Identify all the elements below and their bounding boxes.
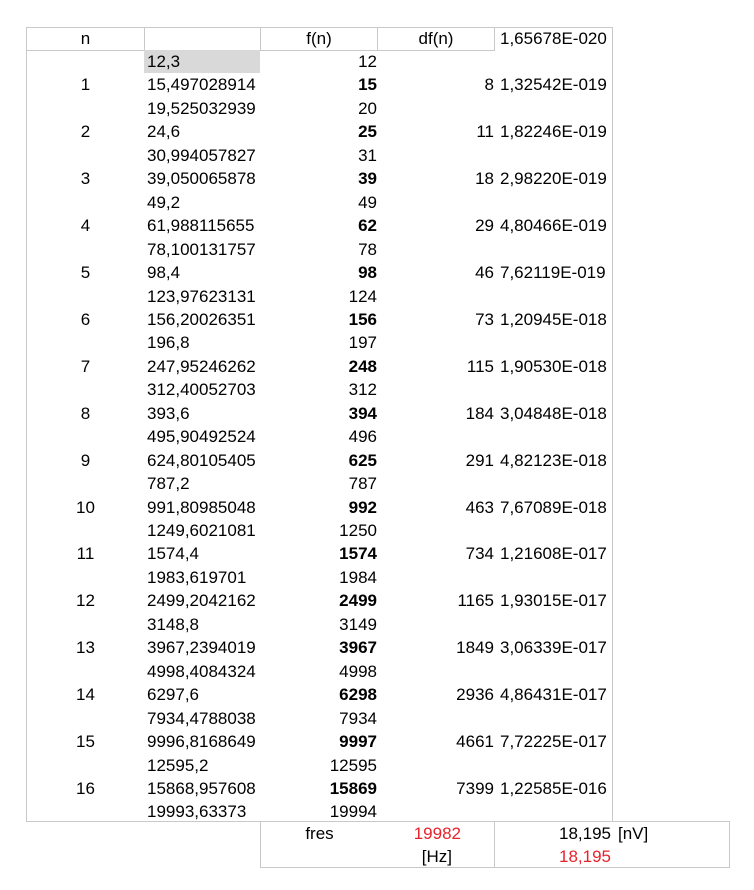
row-value[interactable]: 15,497028914 bbox=[147, 75, 256, 94]
row-energy[interactable] bbox=[500, 707, 612, 730]
row-dfn[interactable] bbox=[380, 707, 494, 730]
row-dfn[interactable] bbox=[380, 472, 494, 495]
row-value[interactable]: 6297,6 bbox=[147, 685, 199, 704]
row-value[interactable]: 1574,4 bbox=[147, 544, 199, 563]
row-energy[interactable]: 4,80466E-019 bbox=[500, 216, 607, 235]
row-fn[interactable]: 3967 bbox=[339, 638, 377, 657]
row-value[interactable]: 39,050065878 bbox=[147, 169, 256, 188]
row-value[interactable]: 30,994057827 bbox=[147, 146, 256, 165]
row-dfn[interactable] bbox=[380, 285, 494, 308]
row-dfn[interactable] bbox=[380, 50, 494, 73]
row-value[interactable]: 495,90492524 bbox=[147, 427, 256, 446]
row-n[interactable]: 5 bbox=[80, 263, 91, 282]
row-n[interactable]: 1 bbox=[80, 75, 91, 94]
row-energy[interactable] bbox=[500, 800, 612, 823]
row-dfn[interactable]: 8 bbox=[484, 75, 494, 94]
row-fn[interactable]: 15 bbox=[358, 75, 377, 94]
row-dfn[interactable]: 115 bbox=[466, 357, 494, 376]
row-energy[interactable] bbox=[500, 331, 612, 354]
row-dfn[interactable] bbox=[380, 519, 494, 542]
row-dfn[interactable] bbox=[380, 331, 494, 354]
row-energy[interactable]: 2,98220E-019 bbox=[500, 169, 607, 188]
row-n[interactable]: 3 bbox=[80, 169, 91, 188]
grid-line bbox=[729, 821, 730, 868]
row-dfn[interactable] bbox=[380, 97, 494, 120]
row-fn[interactable]: 312 bbox=[348, 380, 377, 399]
header-fn[interactable]: f(n) bbox=[306, 29, 332, 48]
row-energy[interactable] bbox=[500, 472, 612, 495]
row-fn[interactable]: 12 bbox=[358, 52, 377, 71]
grid-line bbox=[612, 27, 613, 822]
row-energy[interactable] bbox=[500, 144, 612, 167]
row-dfn[interactable] bbox=[380, 754, 494, 777]
row-energy[interactable]: 1,20945E-018 bbox=[500, 310, 607, 329]
row-dfn[interactable]: 184 bbox=[465, 404, 494, 423]
row-dfn[interactable]: 1849 bbox=[456, 638, 494, 657]
row-energy[interactable]: 1,90530E-018 bbox=[500, 357, 607, 376]
row-n[interactable]: 9 bbox=[80, 451, 91, 470]
row-fn[interactable]: 3149 bbox=[339, 615, 377, 634]
row-n[interactable] bbox=[27, 754, 144, 777]
row-fn[interactable]: 20 bbox=[358, 99, 377, 118]
row-dfn[interactable]: 29 bbox=[475, 216, 494, 235]
row-fn[interactable]: 12595 bbox=[329, 756, 377, 775]
row-n[interactable] bbox=[27, 97, 144, 120]
row-energy[interactable]: 1,93015E-017 bbox=[500, 591, 607, 610]
row-n[interactable]: 12 bbox=[76, 591, 95, 610]
row-energy[interactable]: 3,04848E-018 bbox=[500, 404, 607, 423]
row-dfn[interactable]: 46 bbox=[475, 263, 494, 282]
row-value[interactable]: 1249,6021081 bbox=[147, 521, 256, 540]
row-value[interactable]: 1983,619701 bbox=[147, 568, 247, 587]
row-n[interactable] bbox=[27, 50, 144, 73]
row-fn[interactable]: 1984 bbox=[339, 568, 377, 587]
unit-nv[interactable]: [nV] bbox=[618, 824, 649, 843]
row-fn[interactable]: 394 bbox=[348, 404, 377, 423]
row-energy[interactable] bbox=[500, 97, 612, 120]
row-n[interactable]: 11 bbox=[76, 544, 95, 563]
row-energy[interactable] bbox=[500, 613, 612, 636]
row-fn[interactable]: 62 bbox=[358, 216, 377, 235]
row-n[interactable]: 8 bbox=[80, 404, 91, 423]
row-n[interactable]: 7 bbox=[80, 357, 91, 376]
row-n[interactable] bbox=[27, 285, 144, 308]
row-energy[interactable] bbox=[500, 285, 612, 308]
row-n[interactable] bbox=[27, 519, 144, 542]
row-dfn[interactable]: 11 bbox=[476, 122, 494, 141]
row-energy[interactable]: 4,86431E-017 bbox=[500, 685, 607, 704]
row-value[interactable]: 312,40052703 bbox=[147, 380, 256, 399]
row-n[interactable] bbox=[27, 566, 144, 589]
row-n[interactable]: 14 bbox=[76, 685, 95, 704]
row-dfn[interactable]: 291 bbox=[465, 451, 494, 470]
row-fn[interactable]: 124 bbox=[348, 287, 377, 306]
row-fn[interactable]: 1250 bbox=[339, 521, 377, 540]
row-energy[interactable]: 1,21608E-017 bbox=[500, 544, 607, 563]
fres-value[interactable]: 19982 bbox=[413, 824, 461, 843]
row-value[interactable]: 393,6 bbox=[147, 404, 190, 423]
row-fn[interactable]: 496 bbox=[348, 427, 377, 446]
row-energy[interactable] bbox=[500, 50, 612, 73]
row-value[interactable]: 156,20026351 bbox=[147, 310, 256, 329]
row-dfn[interactable]: 4661 bbox=[456, 732, 494, 751]
row-energy[interactable] bbox=[500, 191, 612, 214]
row-fn[interactable]: 19994 bbox=[329, 802, 377, 821]
row-n[interactable] bbox=[27, 378, 144, 401]
row-dfn[interactable]: 7399 bbox=[456, 779, 494, 798]
row-n[interactable] bbox=[27, 331, 144, 354]
grid-line bbox=[260, 821, 261, 868]
row-n[interactable] bbox=[27, 425, 144, 448]
row-value[interactable]: 49,2 bbox=[147, 193, 181, 212]
row-dfn[interactable] bbox=[380, 144, 494, 167]
row-value[interactable]: 787,2 bbox=[147, 474, 190, 493]
row-n[interactable]: 13 bbox=[76, 638, 95, 657]
row-value[interactable]: 78,100131757 bbox=[147, 240, 256, 259]
row-dfn[interactable]: 734 bbox=[465, 544, 494, 563]
row-dfn[interactable] bbox=[380, 191, 494, 214]
row-dfn[interactable]: 2936 bbox=[456, 685, 494, 704]
row-value[interactable]: 19993,63373 bbox=[147, 802, 247, 821]
header-dfn[interactable]: df(n) bbox=[418, 29, 454, 48]
row-fn[interactable]: 248 bbox=[348, 357, 377, 376]
header-col2[interactable] bbox=[145, 27, 260, 50]
row-dfn[interactable]: 1165 bbox=[457, 591, 494, 610]
row-n[interactable]: 4 bbox=[80, 216, 91, 235]
row-energy[interactable] bbox=[500, 566, 612, 589]
row-energy[interactable]: 4,82123E-018 bbox=[500, 451, 607, 470]
row-energy[interactable] bbox=[500, 519, 612, 542]
row-value[interactable]: 19,525032939 bbox=[147, 99, 256, 118]
row-value[interactable]: 7934,4788038 bbox=[147, 709, 256, 728]
row-dfn[interactable] bbox=[380, 378, 494, 401]
row-value[interactable]: 991,80985048 bbox=[147, 498, 256, 517]
row-value[interactable]: 624,80105405 bbox=[147, 451, 256, 470]
row-dfn[interactable]: 18 bbox=[475, 169, 494, 188]
row-n[interactable] bbox=[27, 144, 144, 167]
row-n[interactable]: 15 bbox=[76, 732, 95, 751]
grid-line bbox=[260, 867, 730, 868]
row-fn[interactable]: 31 bbox=[358, 146, 377, 165]
row-energy[interactable] bbox=[500, 660, 612, 683]
row-fn[interactable]: 9997 bbox=[339, 732, 377, 751]
row-energy[interactable]: 1,22585E-016 bbox=[500, 779, 607, 798]
row-n[interactable] bbox=[27, 707, 144, 730]
row-n[interactable]: 10 bbox=[76, 498, 95, 517]
row-fn[interactable]: 15869 bbox=[329, 779, 377, 798]
row-n[interactable]: 16 bbox=[76, 779, 95, 798]
row-value[interactable]: 98,4 bbox=[147, 263, 181, 282]
sum-value-red[interactable]: 18,195 bbox=[559, 847, 611, 866]
row-energy[interactable]: 7,72225E-017 bbox=[500, 732, 607, 751]
row-dfn[interactable] bbox=[380, 238, 494, 261]
row-fn[interactable]: 25 bbox=[358, 122, 377, 141]
row-n[interactable]: 6 bbox=[80, 310, 91, 329]
row-value[interactable]: 4998,4084324 bbox=[147, 662, 256, 681]
row-energy[interactable]: 1,32542E-019 bbox=[500, 75, 607, 94]
row-value[interactable]: 247,95246262 bbox=[147, 357, 256, 376]
row-dfn[interactable] bbox=[380, 425, 494, 448]
row-dfn[interactable] bbox=[380, 800, 494, 823]
row-value[interactable]: 123,97623131 bbox=[147, 287, 256, 306]
row-value[interactable]: 24,6 bbox=[147, 122, 181, 141]
grid-line bbox=[494, 821, 495, 868]
row-n[interactable] bbox=[27, 660, 144, 683]
row-value[interactable]: 15868,957608 bbox=[147, 779, 256, 798]
row-value[interactable]: 12595,2 bbox=[147, 756, 209, 775]
row-fn[interactable]: 78 bbox=[358, 240, 377, 259]
row-fn[interactable]: 787 bbox=[348, 474, 377, 493]
row-dfn[interactable] bbox=[380, 660, 494, 683]
header-top-value[interactable]: 1,65678E-020 bbox=[500, 29, 607, 48]
row-n[interactable] bbox=[27, 613, 144, 636]
row-fn[interactable]: 98 bbox=[358, 263, 377, 282]
row-n[interactable] bbox=[27, 191, 144, 214]
row-fn[interactable]: 625 bbox=[348, 451, 377, 470]
row-dfn[interactable]: 73 bbox=[475, 310, 494, 329]
row-fn[interactable]: 156 bbox=[348, 310, 377, 329]
row-value[interactable]: 9996,8168649 bbox=[147, 732, 256, 751]
sum-value[interactable]: 18,195 bbox=[559, 824, 611, 843]
fres-label[interactable]: fres bbox=[305, 824, 334, 843]
row-value[interactable]: 12,3 bbox=[147, 52, 181, 71]
row-dfn[interactable]: 463 bbox=[465, 498, 494, 517]
row-fn[interactable]: 197 bbox=[348, 333, 377, 352]
row-value[interactable]: 3967,2394019 bbox=[147, 638, 256, 657]
header-n[interactable]: n bbox=[80, 29, 91, 48]
row-fn[interactable]: 6298 bbox=[339, 685, 377, 704]
row-n[interactable] bbox=[27, 238, 144, 261]
row-fn[interactable]: 1574 bbox=[339, 544, 377, 563]
row-energy[interactable]: 7,67089E-018 bbox=[500, 498, 607, 517]
hz-label[interactable]: [Hz] bbox=[421, 847, 452, 866]
row-fn[interactable]: 4998 bbox=[339, 662, 377, 681]
row-energy[interactable] bbox=[500, 238, 612, 261]
row-n[interactable] bbox=[27, 472, 144, 495]
row-fn[interactable]: 2499 bbox=[339, 591, 377, 610]
row-fn[interactable]: 7934 bbox=[339, 709, 377, 728]
row-n[interactable] bbox=[27, 800, 144, 823]
grid-line bbox=[494, 27, 495, 51]
row-energy[interactable] bbox=[500, 378, 612, 401]
row-energy[interactable] bbox=[500, 425, 612, 448]
row-n[interactable]: 2 bbox=[80, 122, 91, 141]
row-energy[interactable]: 1,82246E-019 bbox=[500, 122, 607, 141]
row-dfn[interactable] bbox=[380, 613, 494, 636]
row-value[interactable]: 196,8 bbox=[147, 333, 190, 352]
row-value[interactable]: 61,988115655 bbox=[147, 216, 255, 235]
row-fn[interactable]: 39 bbox=[358, 169, 377, 188]
row-energy[interactable] bbox=[500, 754, 612, 777]
row-fn[interactable]: 49 bbox=[358, 193, 377, 212]
row-energy[interactable]: 7,62119E-019 bbox=[500, 263, 606, 282]
row-energy[interactable]: 3,06339E-017 bbox=[500, 638, 607, 657]
row-fn[interactable]: 992 bbox=[348, 498, 377, 517]
row-value[interactable]: 2499,2042162 bbox=[147, 591, 256, 610]
row-value[interactable]: 3148,8 bbox=[147, 615, 199, 634]
row-dfn[interactable] bbox=[380, 566, 494, 589]
